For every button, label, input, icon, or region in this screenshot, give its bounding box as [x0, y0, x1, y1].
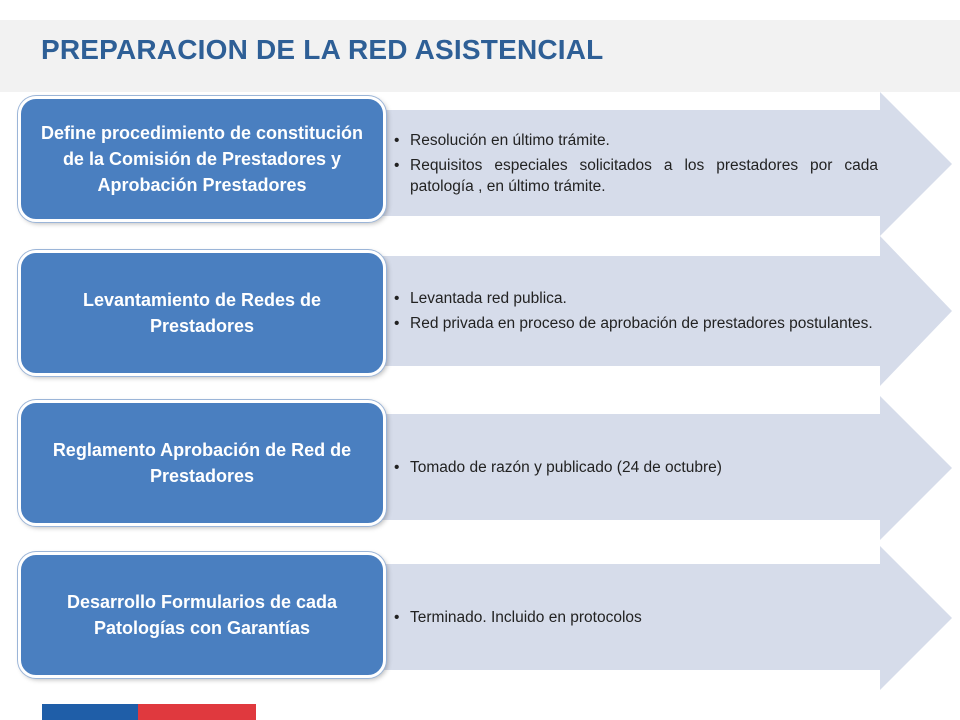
bullet-item: • Red privada en proceso de aprobación de prestadores postulantes. [392, 313, 878, 334]
process-row [0, 396, 960, 540]
process-row [0, 236, 960, 386]
step-bullets [392, 414, 878, 520]
bullet-item: • Tomado de razón y publicado (24 de octubre) [392, 457, 878, 478]
bullet-item: • Levantada red publica. [392, 288, 878, 309]
step-label: Define procedimiento de constitución de la Comisión de Prestadores y Aprobación Prestadores [40, 123, 364, 195]
bullet-item: • Resolución en último trámite. [392, 130, 878, 151]
bullet-item: • Terminado. Incluido en protocolos [392, 607, 878, 628]
page-title: PREPARACION DE LA RED ASISTENCIAL [41, 34, 604, 65]
bullet-item: • Requisitos especiales solicitados a los prestadores por cada patología , en último trámite. [392, 155, 878, 197]
step-bullets [392, 110, 878, 216]
flag-red-stripe [138, 704, 256, 720]
step-bullets [392, 564, 878, 670]
step-label-box [18, 400, 386, 526]
flag-blue-stripe [42, 704, 138, 720]
process-row [0, 92, 960, 236]
step-label: Desarrollo Formularios de cada Patologías con Garantías [66, 592, 338, 638]
step-label-box [18, 552, 386, 678]
step-label: Reglamento Aprobación de Red de Prestadores [52, 440, 352, 486]
step-label-box [18, 96, 386, 222]
step-bullets [392, 256, 878, 366]
step-label-box [18, 250, 386, 376]
step-label: Levantamiento de Redes de Prestadores [82, 290, 322, 336]
process-row [0, 546, 960, 690]
